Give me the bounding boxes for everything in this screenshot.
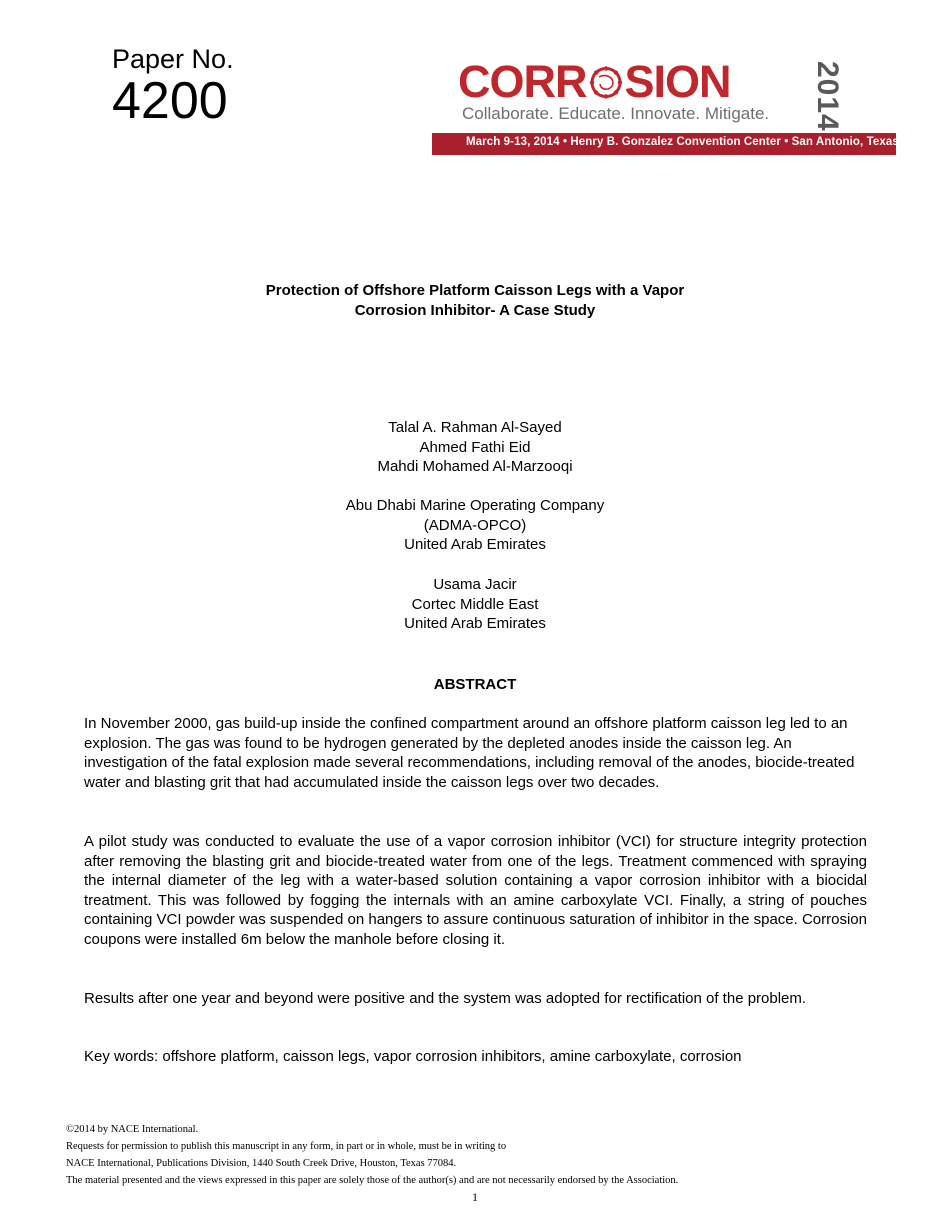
paper-number: 4200	[112, 72, 228, 130]
conference-banner	[432, 56, 940, 155]
logo-text-right: SION	[624, 56, 731, 107]
disclaimer-line: The material presented and the views expressed in this paper are solely those of the author(s) and are not necessarily endorsed by the Association.	[66, 1175, 679, 1186]
logo-text-left: CORR	[458, 56, 587, 107]
abstract-paragraph: A pilot study was conducted to evaluate the use of a vapor corrosion inhibitor (VCI) for structure integrity protection after removing the blasting grit and biocide-treated water from one of the legs. Treatment commenced with spraying the internal diameter of the leg with a water-based solution containing a vapor corrosion inhibitor with a biocidal treatment. This was followed by fogging the internals with an amine carboxylate VCI. Finally, a string of pouches containing VCI powder was suspended on hangers to assure continuous saturation of inhibitor in the space. Corrosion coupons were installed 6m below the manhole before closing it.	[84, 833, 867, 948]
conference-logo	[458, 57, 731, 107]
abstract-heading: ABSTRACT	[433, 676, 517, 693]
abstract-paragraph: Results after one year and beyond were positive and the system was adopted for rectification of the problem.	[84, 990, 807, 1007]
corrosion-ring-icon	[588, 64, 624, 101]
author-name: Mahdi Mohamed Al-Marzooqi	[377, 458, 573, 475]
conference-tagline: Collaborate. Educate. Innovate. Mitigate.	[462, 104, 770, 123]
copyright-line: ©2014 by NACE International.	[66, 1124, 199, 1135]
abstract-paragraph: In November 2000, gas build-up inside the confined compartment around an offshore platform caisson leg led to an explosion. The gas was found to be hydrogen generated by the depleted anodes inside the caisson leg. An investigation of the fatal explosion made several recommendations, including removal of the anodes, biocide-treated water and blasting grit that had accumulated inside the caisson legs over two decades.	[84, 715, 855, 791]
author-name: Talal A. Rahman Al-Sayed	[388, 419, 562, 436]
paper-number-label: Paper No.	[112, 44, 234, 74]
affiliation-line: (ADMA-OPCO)	[423, 516, 527, 534]
affiliation-block	[0, 496, 950, 555]
affiliation-line: United Arab Emirates	[404, 536, 546, 553]
title-line-1: Protection of Offshore Platform Caisson Legs with a Vapor	[265, 282, 685, 299]
affiliation-line: Cortec Middle East	[411, 595, 539, 613]
footer-notice	[66, 1121, 678, 1189]
conference-year: 2014	[811, 61, 844, 132]
conference-details: March 9-13, 2014 • Henry B. Gonzalez Convention Center • San Antonio, Texas, U.S.A.	[466, 136, 940, 148]
paper-number-block	[112, 44, 234, 128]
second-author-block	[0, 575, 950, 634]
permission-line: NACE International, Publications Division, 1440 South Creek Drive, Houston, Texas 77084.	[66, 1158, 457, 1169]
author-name: Ahmed Fathi Eid	[419, 438, 531, 456]
affiliation-line: Abu Dhabi Marine Operating Company	[345, 497, 605, 514]
author-list	[0, 418, 950, 477]
affiliation-line: United Arab Emirates	[404, 615, 546, 632]
author-name: Usama Jacir	[433, 576, 517, 593]
paper-title	[0, 281, 950, 321]
permission-line: Requests for permission to publish this manuscript in any form, in part or in whole, must be in writing to	[66, 1141, 507, 1152]
keywords: Key words: offshore platform, caisson legs, vapor corrosion inhibitors, amine carboxylate, corrosion	[84, 1048, 742, 1065]
page-number: 1	[472, 1190, 478, 1204]
title-line-2: Corrosion Inhibitor- A Case Study	[354, 302, 596, 319]
